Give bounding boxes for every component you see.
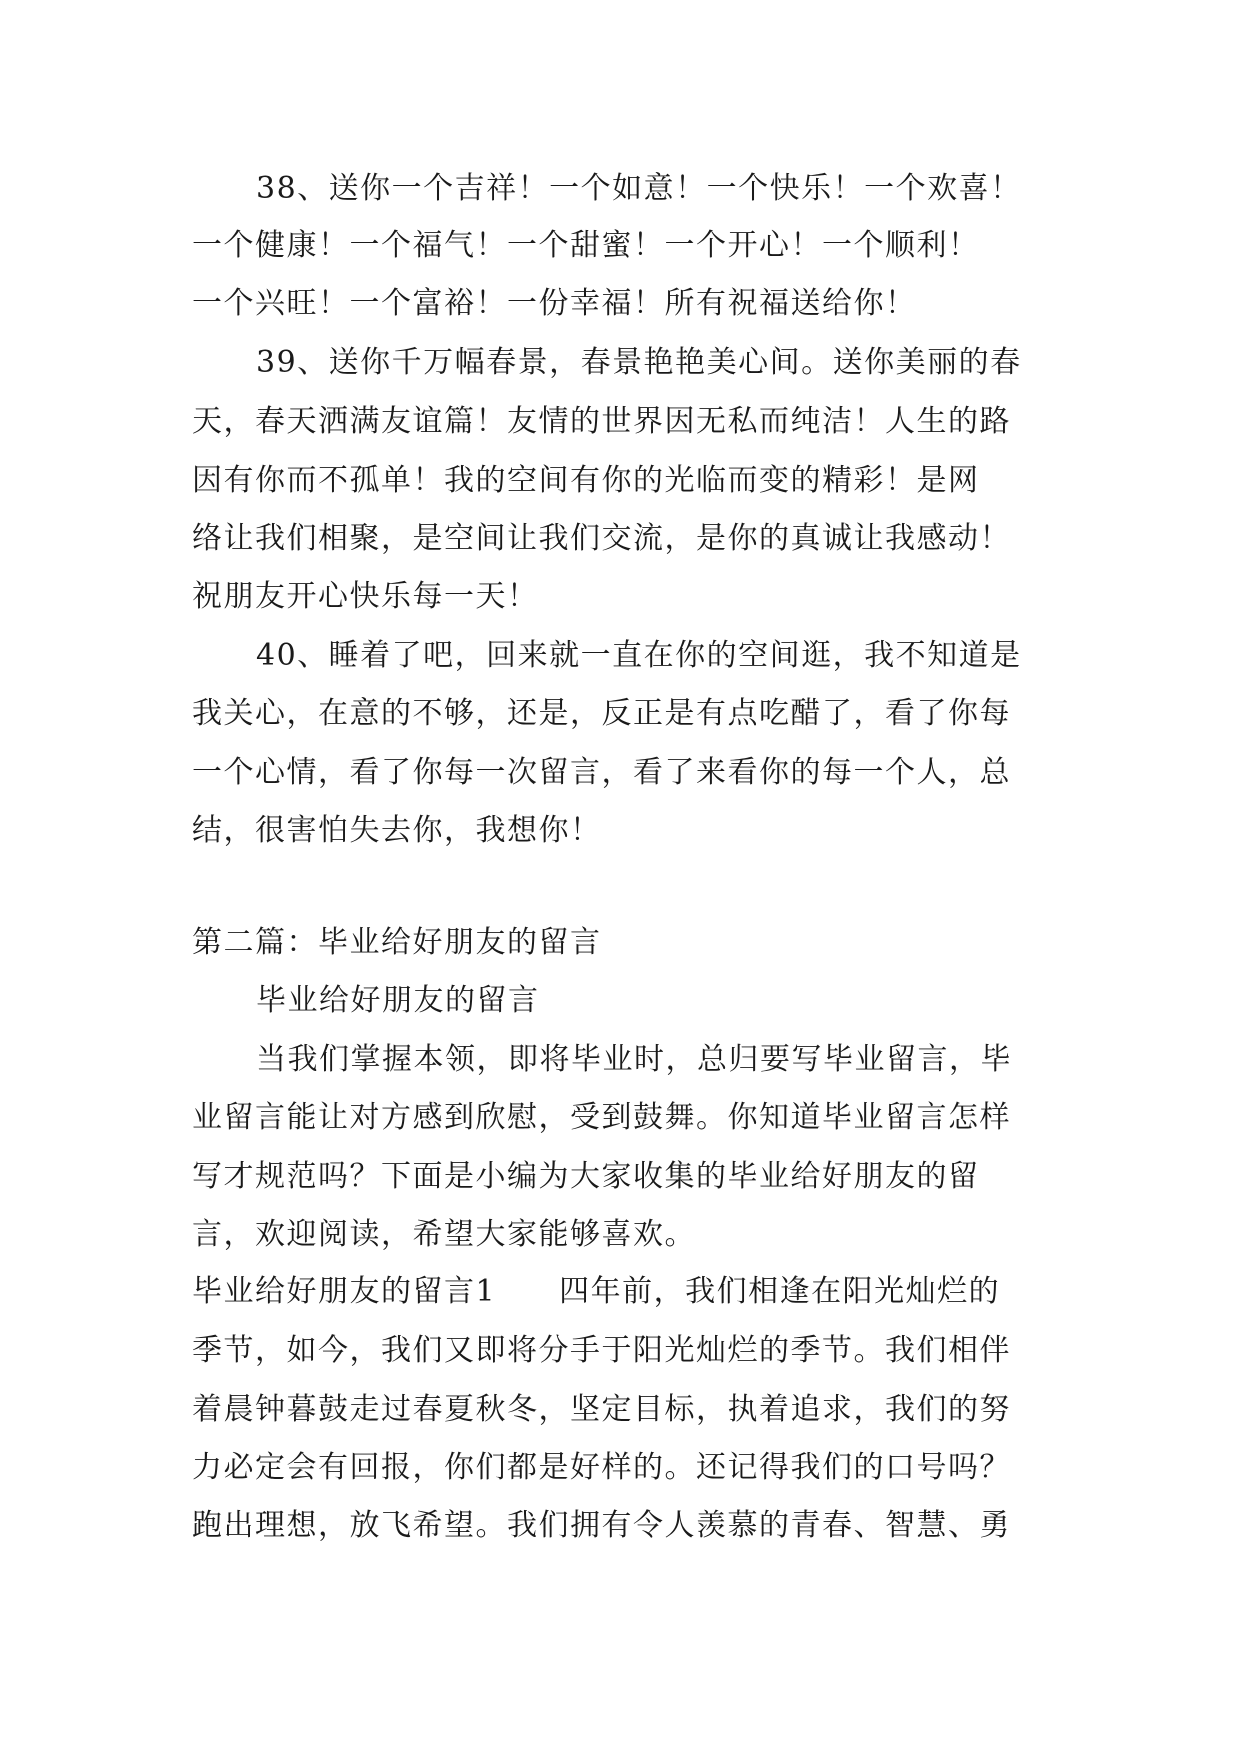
section-heading: 第二篇：毕业给好朋友的留言 <box>192 925 602 960</box>
text-line: 祝朋友开心快乐每一天！ <box>192 579 539 614</box>
text-line: 络让我们相聚，是空间让我们交流，是你的真诚让我感动！ <box>192 521 1011 556</box>
text-line: 结，很害怕失去你，我想你！ <box>192 813 602 848</box>
text-line: 毕业给好朋友的留言1 四年前，我们相逢在阳光灿烂的 <box>192 1274 1001 1309</box>
text-line: 一个心情，看了你每一次留言，看了来看你的每一个人，总 <box>192 755 1011 790</box>
text-line: 38、送你一个吉祥！一个如意！一个快乐！一个欢喜！ <box>256 171 1022 206</box>
text-line: 当我们掌握本领，即将毕业时，总归要写毕业留言，毕 <box>256 1042 1012 1077</box>
text-line: 着晨钟暮鼓走过春夏秋冬，坚定目标，执着追求，我们的努 <box>192 1392 1011 1427</box>
text-line: 40、睡着了吧，回来就一直在你的空间逛，我不知道是 <box>256 638 1022 673</box>
text-line: 力必定会有回报，你们都是好样的。还记得我们的口号吗？ <box>192 1450 1011 1485</box>
text-line: 39、送你千万幅春景，春景艳艳美心间。送你美丽的春 <box>256 345 1022 380</box>
text-line: 一个健康！一个福气！一个甜蜜！一个开心！一个顺利！ <box>192 228 980 263</box>
text-line: 因有你而不孤单！我的空间有你的光临而变的精彩！是网 <box>192 463 980 498</box>
text-line: 写才规范吗？下面是小编为大家收集的毕业给好朋友的留 <box>192 1159 980 1194</box>
article-title: 毕业给好朋友的留言 <box>256 983 540 1018</box>
text-line: 天，春天洒满友谊篇！友情的世界因无私而纯洁！人生的路 <box>192 404 1011 439</box>
text-line: 季节，如今，我们又即将分手于阳光灿烂的季节。我们相伴 <box>192 1333 1011 1368</box>
text-line: 一个兴旺！一个富裕！一份幸福！所有祝福送给你！ <box>192 286 917 321</box>
text-line: 言，欢迎阅读，希望大家能够喜欢。 <box>192 1217 696 1252</box>
text-line: 我关心，在意的不够，还是，反正是有点吃醋了，看了你每 <box>192 696 1011 731</box>
text-line: 业留言能让对方感到欣慰，受到鼓舞。你知道毕业留言怎样 <box>192 1100 1011 1135</box>
text-line: 跑出理想，放飞希望。我们拥有令人羡慕的青春、智慧、勇 <box>192 1508 1011 1543</box>
